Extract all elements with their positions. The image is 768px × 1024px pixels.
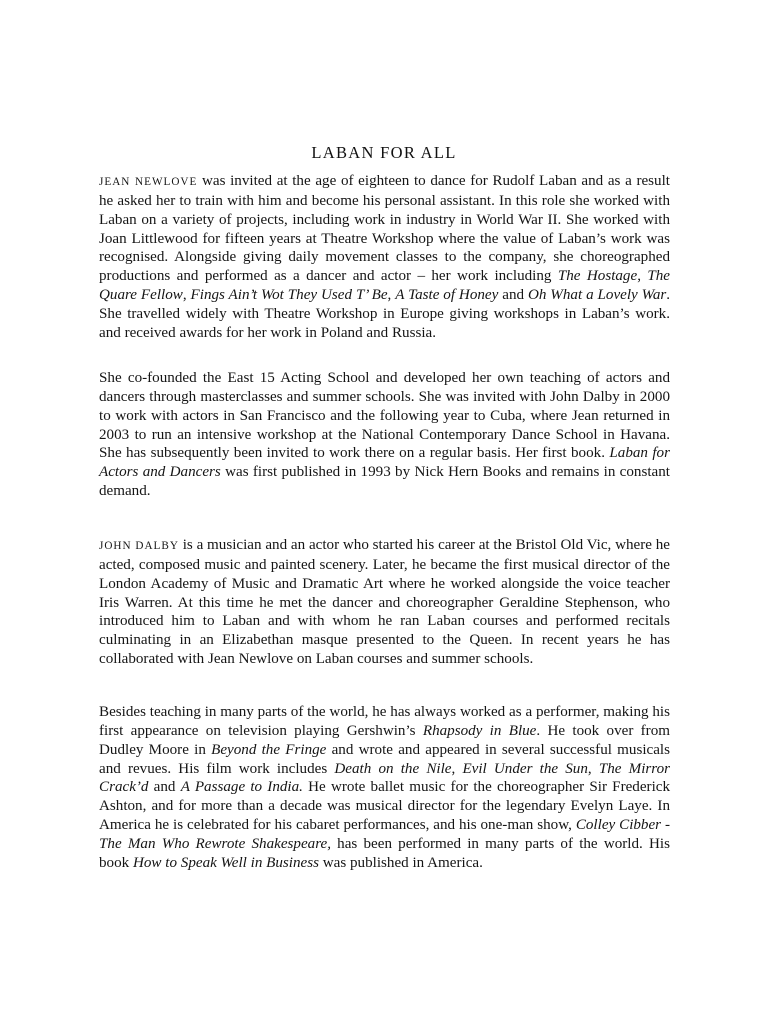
paragraph <box>99 172 670 343</box>
work-title: Fings Ain’t Wot They Used T’ Be <box>190 287 388 304</box>
work-title: Oh What a Lovely War <box>527 287 667 304</box>
text-run: and <box>148 779 181 796</box>
text-run: , <box>182 287 191 304</box>
book-title: Laban for Actors and Dancers <box>99 445 670 481</box>
paragraph <box>99 369 670 501</box>
film-title: Death on the Nile <box>334 760 452 777</box>
bio-john-dalby-para-1 <box>99 536 670 669</box>
film-title: Evil Under the Sun <box>462 760 588 777</box>
text-run: , <box>637 268 648 285</box>
page-title: LABAN FOR ALL <box>311 143 457 162</box>
text-run: was invited at the age of eighteen to dance for Rudolf Laban and as a result he asked her to train with him and become his personal assistant. In this role she worked with Laban on a variety of projects, including work in industry in World War II. She worked with Joan Littlewood for fifteen years at Theatre Workshop where the value of Laban’s work was recognised. Alongside giving daily movement classes to the company, she choreographed productions and performed as a dancer and actor – her work including <box>99 173 670 285</box>
text-run: , <box>451 760 463 777</box>
film-title: A Passage to India. <box>180 779 303 796</box>
bio-jean-newlove-para-1 <box>99 172 670 343</box>
text-run: was first published in 1993 by Nick Hern Books and remains in constant demand. <box>99 464 670 500</box>
film-title: The Mirror Crack’d <box>99 760 671 796</box>
text-run: . He took over from Dudley Moore in <box>99 722 670 758</box>
text-run: . She travelled widely with Theatre Workshop in Europe giving workshops in Laban’s work. and received awards for her work in Poland and Russia. <box>99 287 671 341</box>
work-title: Rhapsody in Blue <box>422 722 537 739</box>
show-title: Colley Cibber - The Man Who Rewrote Shakespeare, <box>99 817 670 852</box>
book-title: How to Speak Well in Business <box>132 854 319 871</box>
work-title: The Hostage <box>557 268 638 285</box>
text-run: and wrote and appeared in several successful musicals and revues. His film work includes <box>99 741 670 777</box>
text-run: has been performed in many parts of the world. His book <box>99 835 670 871</box>
paragraph <box>99 703 670 873</box>
bio-jean-newlove-para-2 <box>99 369 670 501</box>
work-title: Beyond the Fringe <box>211 741 327 758</box>
text-run: Besides teaching in many parts of the world, he has always worked as a performer, making his first appearance on television playing Gershwin’s <box>99 704 670 739</box>
text-run: and <box>498 287 528 304</box>
author-name-small-caps: JOHN DALBY <box>99 540 179 552</box>
text-run: , <box>587 760 599 777</box>
work-title: A Taste of Honey <box>395 287 499 304</box>
author-name-small-caps: JEAN NEWLOVE <box>99 176 198 188</box>
text-run: was published in America. <box>318 854 483 871</box>
bio-john-dalby-para-2 <box>99 703 670 873</box>
text-run: is a musician and an actor who started his career at the Bristol Old Vic, where he acted, composed music and painted scenery. Later, he became the first musical director of the London Academy of Music and Dramatic Art where he worked alongside the voice teacher Iris Warren. At this time he met the dancer and choreographer Geraldine Stephenson, who introduced him to Laban and with whom he ran Laban courses and performed recitals culminating in an Elizabethan masque presented to the Queen. In recent years he has collaborated with Jean Newlove on Laban courses and summer schools. <box>99 537 670 668</box>
text-run: She co-founded the East 15 Acting School and developed her own teaching of actors and dancers through masterclasses and summer schools. She was invited with John Dalby in 2000 to work with actors in San Francisco and the following year to Cuba, where Jean returned in 2003 to run an intensive workshop at the National Contemporary Dance School in Havana. She has subsequently been invited to work there on a regular basis. Her first book. <box>99 370 670 462</box>
work-title: The Quare Fellow <box>99 268 670 304</box>
text-run: He wrote ballet music for the choreographer Sir Frederick Ashton, and for more than a decade was musical director for the legendary Evelyn Laye. In America he is celebrated for his cabaret performances, and his one-man show, <box>99 779 671 834</box>
text-run: , <box>387 287 396 304</box>
paragraph <box>99 536 670 669</box>
